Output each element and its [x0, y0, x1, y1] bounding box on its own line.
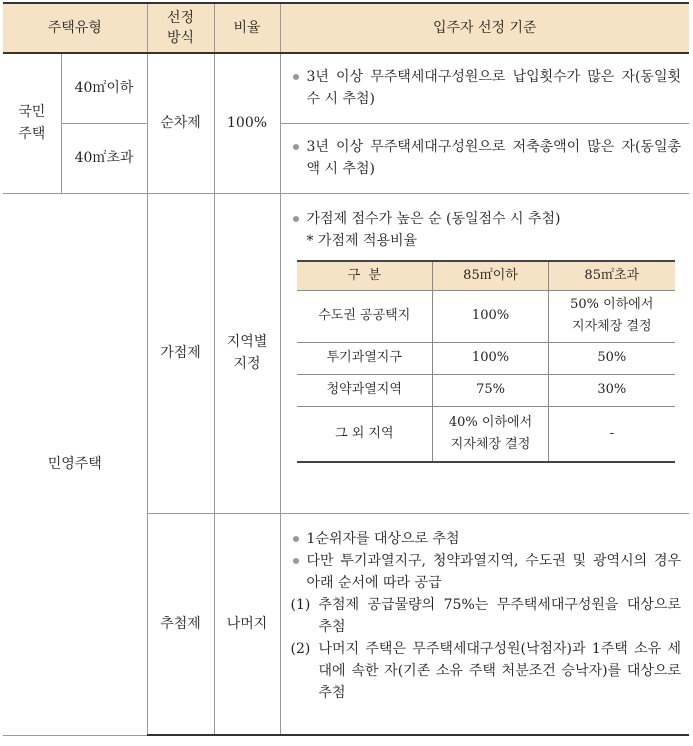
list-item: 다만 투기과열지구, 청약과열지역, 수도권 및 광역시의 경우 아래 순서에 따라 공급: [289, 550, 682, 594]
points-ratio-note: * 가점제 적용비율: [306, 232, 418, 249]
national-criteria-over: [280, 123, 689, 193]
table-row: [297, 374, 675, 406]
table-row: [297, 406, 675, 462]
lottery-ratio: 나머지: [214, 513, 280, 735]
inner-cell: -: [549, 406, 675, 462]
national-size-over-40: 40㎡초과: [61, 123, 147, 193]
points-method: 가점제: [147, 193, 214, 513]
inner-cell: 청약과열지역: [297, 374, 433, 406]
inner-cell: 50%: [549, 342, 675, 374]
housing-selection-table: [3, 2, 689, 736]
list-item: 1순위자를 대상으로 추첨: [289, 528, 682, 550]
item-text: 추첨제 공급물량의 75%는 무주택세대구성원을 대상으로 추첨: [318, 596, 682, 635]
inner-header-over-85: 85㎡초과: [549, 261, 675, 291]
national-method: 순차제: [147, 53, 214, 193]
table-row: [297, 290, 675, 342]
inner-cell: 100%: [433, 290, 549, 342]
list-item: [289, 638, 682, 704]
inner-cell: 50% 이하에서 지자체장 결정: [549, 290, 675, 342]
inner-cell: 100%: [433, 342, 549, 374]
table-row: [3, 193, 689, 513]
header-selection-method: 선정 방식: [147, 3, 214, 53]
private-housing-label: 민영주택: [3, 193, 147, 735]
inner-cell: 수도권 공공택지: [297, 290, 433, 342]
header-ratio: 비율: [214, 3, 280, 53]
header-criteria: 입주자 선정 기준: [280, 3, 689, 53]
national-criteria-under: [280, 53, 689, 123]
list-item: 3년 이상 무주택세대구성원으로 저축총액이 많은 자(동일총액 시 추첨): [289, 136, 682, 180]
table-header-row: [3, 3, 689, 53]
national-ratio: 100%: [214, 53, 280, 193]
inner-cell: 그 외 지역: [297, 406, 433, 462]
inner-header-under-85: 85㎡이하: [433, 261, 549, 291]
item-number: (1): [290, 596, 311, 613]
inner-cell: 30%: [549, 374, 675, 406]
points-ratio-table: [297, 260, 675, 464]
table-row: [3, 53, 689, 123]
national-housing-label: 국민 주택: [3, 53, 61, 193]
inner-header-division: 구 분: [297, 261, 433, 291]
table-row: [3, 123, 689, 193]
list-item: [289, 594, 682, 638]
header-housing-type: 주택유형: [3, 3, 147, 53]
lottery-criteria: [280, 513, 689, 735]
inner-cell: 75%: [433, 374, 549, 406]
item-number: (2): [290, 640, 311, 657]
inner-cell: 40% 이하에서 지자체장 결정: [433, 406, 549, 462]
points-ratio: 지역별 지정: [214, 193, 280, 513]
points-criteria: [280, 193, 689, 513]
inner-cell: 투기과열지구: [297, 342, 433, 374]
national-size-under-40: 40㎡이하: [61, 53, 147, 123]
table-row: [297, 342, 675, 374]
lottery-method: 추첨제: [147, 513, 214, 735]
list-item: 3년 이상 무주택세대구성원으로 납입횟수가 많은 자(동일횟수 시 추첨): [289, 66, 682, 110]
item-text: 나머지 주택은 무주택세대구성원(낙첨자)과 1주택 소유 세대에 속한 자(기존 소유 주택 처분조건 승낙자)를 대상으로 추첨: [318, 640, 682, 701]
list-item: 가점제 점수가 높은 순 (동일점수 시 추첨): [289, 208, 682, 230]
